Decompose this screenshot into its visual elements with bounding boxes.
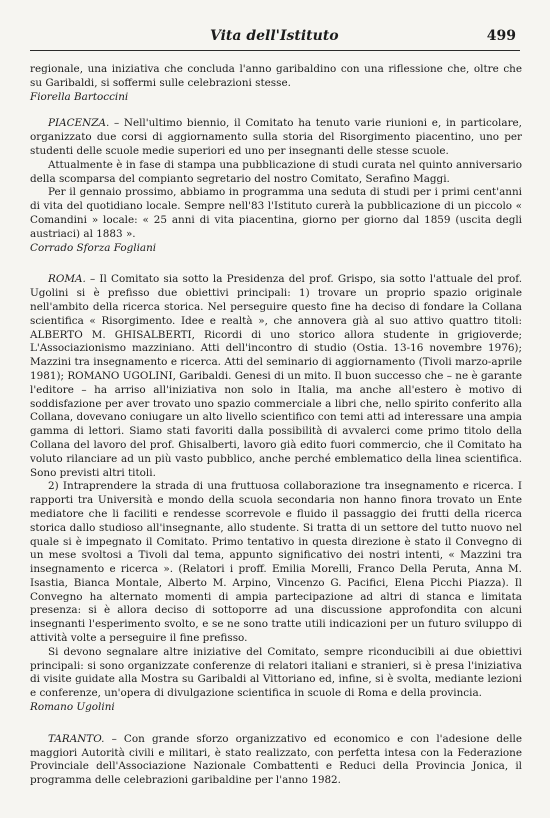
place-heading: TARANTO. xyxy=(48,732,105,745)
paragraph: Attualmente è in fase di stampa una pubblicazione di studi curata nel quinto anniversario della scomparsa del compianto segretario del nostro Comitato, Serafino Maggi. xyxy=(30,158,522,185)
place-heading: PIACENZA. xyxy=(48,117,110,130)
section-fiorella-end xyxy=(30,63,522,104)
running-header xyxy=(30,28,520,48)
paragraph: 2) Intraprendere la strada di una fruttuosa collaborazione tra insegnamento e ricerca. I rapporti tra Università e mondo della scuola secondaria non hanno finora trovato un Ente mediatore che li faciliti e rendesse scorrevole e fluido il passaggio dei frutti della ricerca storica dallo studioso all'insegnante, allo studente. Si tratta di un settore del tutto nuovo nel quale si è impegnato il Comitato. Primo tentativo in questa direzione è stato il Convegno di un mese svoltosi a Tivoli dal tema, appunto significativo dei nostri intenti, « Mazzini tra insegnamento e ricerca ». (Relatori i proff. Emilia Morelli, Franco Della Peruta, Anna M. Isastia, Bianca Montale, Alberto M. Arpino, Vincenzo G. Pacifici, Elena Picchi Piazza). Il Convegno ha alternato momenti di ampia partecipazione ad altri di stanca e limitata presenza: si è allora deciso di sottoporre ad una discussione approfondita con alcuni insegnanti l'esperimento svolto, e se ne sono tratte utili indicazioni per un futuro sviluppo di attività volte a perseguire il fine prefisso. xyxy=(30,480,522,645)
paragraph-text: – Nell'ultimo biennio, il Comitato ha tenuto varie riunioni e, in particolare, organizzato due corsi di aggiornamento sulla storia del Risorgimento piacentino, uno per studenti delle scuole medie superiori ed uno per insegnanti delle stesse scuole. xyxy=(30,117,522,157)
paragraph: Si devono segnalare altre iniziative del Comitato, sempre riconducibili ai due obiettivi principali: si sono organizzate conferenze di relatori italiani e stranieri, si è presa l'iniziativa di visite guidate alla Mostra su Garibaldi al Vittoriano ed, infine, si è svolta, mediante lezioni e conferenze, un'opera di divulgazione scientifica in scuole di Roma e della provincia. xyxy=(30,645,522,700)
header-rule xyxy=(30,50,520,51)
section-roma xyxy=(30,273,522,715)
paragraph xyxy=(30,273,522,480)
section-piacenza xyxy=(30,117,522,255)
signature: Romano Ugolini xyxy=(30,701,115,714)
page-body xyxy=(30,63,522,788)
signature: Corrado Sforza Fogliani xyxy=(30,241,157,254)
signature: Fiorella Bartoccini xyxy=(30,90,129,103)
paragraph xyxy=(30,733,522,788)
place-heading: ROMA. xyxy=(48,273,86,286)
paragraph xyxy=(30,117,522,158)
section-taranto xyxy=(30,733,522,788)
paragraph: regionale, una iniziativa che concluda l'anno garibaldino con una riflessione che, oltre che su Garibaldi, si soffermi sulle celebrazioni stesse. xyxy=(30,63,522,89)
running-title: Vita dell'Istituto xyxy=(210,28,339,44)
paragraph-text: – Il Comitato sia sotto la Presidenza del prof. Grispo, sia sotto l'attuale del prof. Ugolini si è prefisso due obiettivi principali: 1) trovare un proprio spazio originale nell'ambito della ricerca storica. Nel perseguire questo fine ha deciso di fondare la Collana scientifica « Risorgimento. Idee e realtà », che annovera già al suo attivo quattro titoli: ALBERTO M. GHISALBERTI, Ricordi di uno storico allora studente in grigioverde; L'Associazionismo mazziniano. Atti dell'incontro di studio (Ostia. 13-16 novembre 1976); Mazzini tra insegnamento e ricerca. Atti del seminario di aggiornamento (Tivoli marzo-aprile 1981); ROMANO UGOLINI, Garibaldi. Genesi di un mito. Il buon successo che – ne è garante l'editore – ha arriso all'iniziativa non solo in Italia, ma anche all'estero è motivo di soddisfazione per aver trovato uno spazio commerciale a libri che, nello spirito conferito alla Collana, dovevano coniugare un alto livello scientifico con temi atti ad interessare una ampia gamma di lettori. Siamo stati favoriti dalla possibilità di avvalerci come primo titolo della Collana del lavoro del prof. Ghisalberti, lavoro già edito fuori commercio, che il Comitato ha voluto rilanciare ad un più vasto pubblico, anche perché emblematico della linea scientifica. Sono previsti altri titoli. xyxy=(30,273,522,479)
page-number: 499 xyxy=(486,28,516,44)
paragraph: Per il gennaio prossimo, abbiamo in programma una seduta di studi per i primi cent'anni di vita del quotidiano locale. Sempre nell'83 l'Istituto curerà la pubblicazione di un piccolo « Comandini » locale: « 25 anni di vita piacentina, giorno per giorno dal 1859 (uscita degli austriaci) al 1883 ». xyxy=(30,186,522,240)
paragraph-text: – Con grande sforzo organizzativo ed economico e con l'adesione delle maggiori Autorità civili e militari, è stato realizzato, con perfetta intesa con la Federazione Provinciale dell'Associazione Nazionale Combattenti e Reduci della Provincia Jonica, il programma delle celebrazioni garibaldine per l'anno 1982. xyxy=(30,732,522,787)
